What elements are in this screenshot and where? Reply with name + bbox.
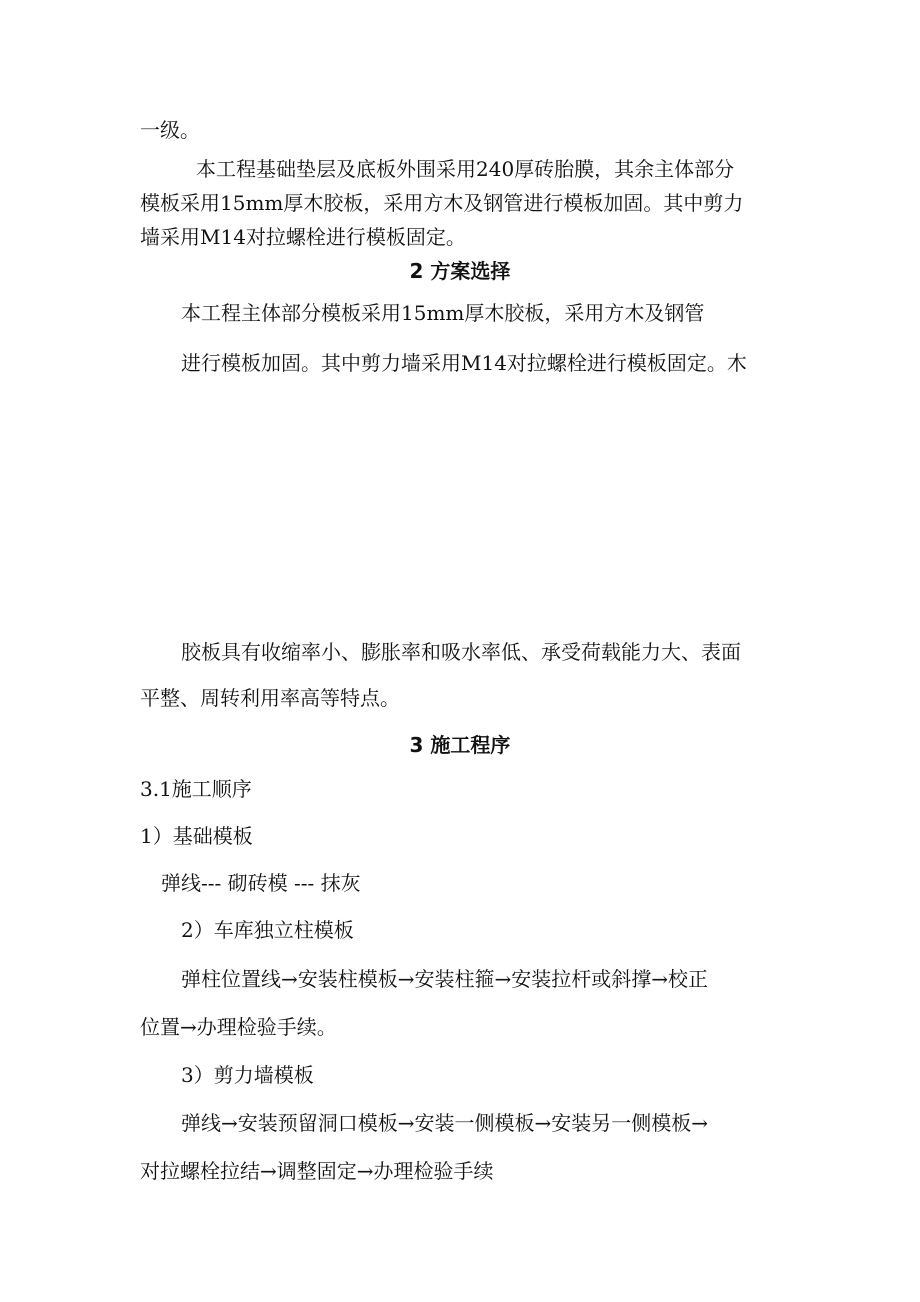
- section-heading-2: 2 方案选择: [409, 259, 511, 283]
- text-line-14: 位置→办理检验手续。: [140, 1015, 337, 1039]
- text-line-8: 平整、周转利用率高等特点。: [140, 686, 400, 710]
- text-line-10: 1）基础模板: [140, 824, 253, 848]
- text-line-12: 2）车库独立柱模板: [181, 918, 354, 942]
- section-heading-3: 3 施工程序: [409, 733, 511, 757]
- text-line-17: 对拉螺栓拉结→调整固定→办理检验手续: [140, 1159, 494, 1183]
- text-line-5: 本工程主体部分模板采用15mm厚木胶板，采用方木及钢管: [181, 301, 705, 325]
- text-line-9: 3.1施工顺序: [140, 777, 252, 801]
- text-line-4: 墙采用M14对拉螺栓进行模板固定。: [140, 225, 466, 249]
- text-line-1: 一级。: [140, 118, 200, 142]
- text-line-7: 胶板具有收缩率小、膨胀率和吸水率低、承受荷载能力大、表面: [181, 640, 741, 664]
- text-line-6: 进行模板加固。其中剪力墙采用M14对拉螺栓进行模板固定。木: [181, 351, 747, 375]
- text-line-3: 模板采用15mm厚木胶板，采用方木及钢管进行模板加固。其中剪力: [140, 191, 744, 215]
- text-line-13: 弹柱位置线→安装柱模板→安装柱箍→安装拉杆或斜撑→校正: [181, 967, 709, 991]
- text-line-16: 弹线→安装预留洞口模板→安装一侧模板→安装另一侧模板→: [181, 1111, 709, 1135]
- text-line-11: 弹线--- 砌砖模 --- 抹灰: [161, 871, 361, 895]
- text-line-15: 3）剪力墙模板: [181, 1063, 314, 1087]
- text-line-2: 本工程基础垫层及底板外围采用240厚砖胎膜，其余主体部分: [196, 157, 735, 181]
